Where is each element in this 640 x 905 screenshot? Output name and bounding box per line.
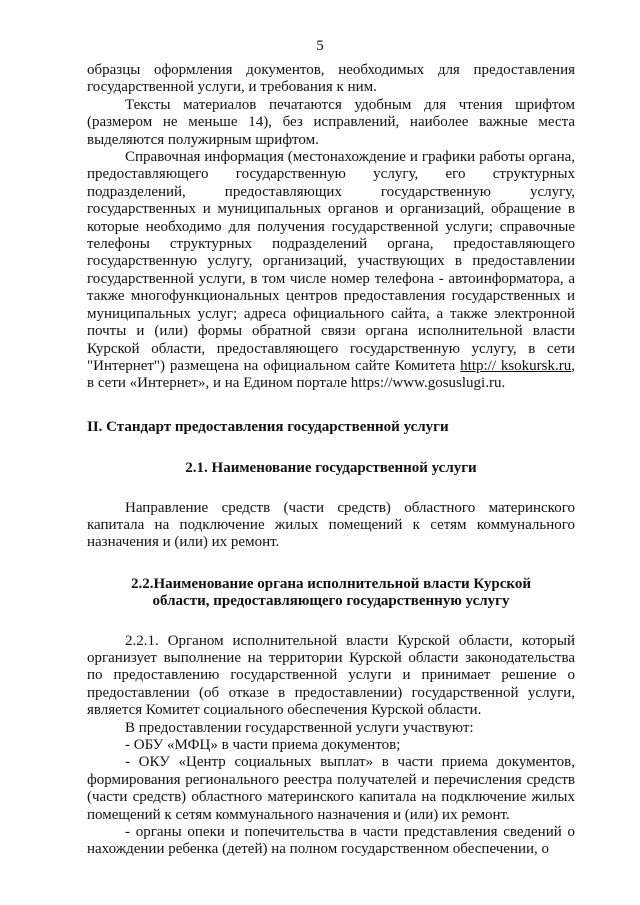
paragraph-participants: В предоставлении государственной услуги участвуют: (125, 719, 474, 736)
paragraph-reference-info (87, 149, 575, 393)
paragraph-templates: образцы оформления документов, необходимых для предоставления государственной услуги, и требования к ним. (87, 62, 575, 96)
paragraph-service-name: Направление средств (части средств) областного материнского капитала на подключение жилых помещений к сетям коммунального назначения и (или) их ремонт. (87, 499, 575, 551)
paragraph-font-requirements: Тексты материалов печатаются удобным для чтения шрифтом (размером не меньше 14), без исправлений, наиболее важные места выделяются полужирным шрифтом. (87, 96, 575, 148)
subsection-2-2-heading (87, 576, 575, 611)
list-item-oku: - ОКУ «Центр социальных выплат» в части приема документов, формирования регионального реестра получателей и перечисления средств (части средств) областного материнского капитала на подключение жилых помещений к сетям коммунального назначения и (или) их ремонт. (87, 754, 575, 823)
subsection-2-1-heading: 2.1. Наименование государственной услуги (185, 460, 477, 477)
reference-info-text: Справочная информация (местонахождение и графики работы органа, предоставляющего государственную услугу, его структурных подразделений, предоставляющих государственную услугу, государственных и муниципальных органов и организаций, обращение в которые необходимо для получения государственной услуги; справочные телефоны структурных подразделений органа, предоставляющего государственную услугу, организаций, участвующих в предоставлении государственной услуги, в том числе номер телефона - автоинформатора, а также многофункциональных центров предоставления государственных и муниципальных услуг; адреса официального сайта, а также электронной почты и (или) формы обратной связи органа исполнительной власти Курской области, предоставляющего государственную услугу, в сети "Интернет") размещена на официальном сайте Комитета (87, 149, 575, 374)
subsection-2-2-heading-line2: области, предоставляющего государственную услугу (152, 593, 510, 610)
page-number: 5 (316, 38, 324, 54)
document-body (87, 62, 575, 859)
list-item-opeka: - органы опеки и попечительства в части представления сведений о нахождении ребенка (детей) на полном государственном обеспечении, о (87, 824, 575, 858)
reference-info-tail: , в сети «Интернет», и на Едином портале https://www.gosuslugi.ru. (87, 357, 575, 392)
section-2-heading: II. Стандарт предоставления государственной услуги (87, 418, 449, 435)
list-item-mfc: - ОБУ «МФЦ» в части приема документов; (125, 737, 401, 753)
committee-site-link[interactable]: http:// ksokursk.ru (460, 357, 572, 374)
subsection-2-2-heading-line1: 2.2.Наименование органа исполнительной власти Курской (131, 575, 531, 592)
paragraph-2-2-1: 2.2.1. Органом исполнительной власти Курской области, который организует выполнение на территории Курской области законодательства по предоставлению государственной услуги и принимает решение о предоставлении (об отказе в предоставлении) государственной услуги, является Комитет социального обеспечения Курской области. (87, 632, 575, 719)
